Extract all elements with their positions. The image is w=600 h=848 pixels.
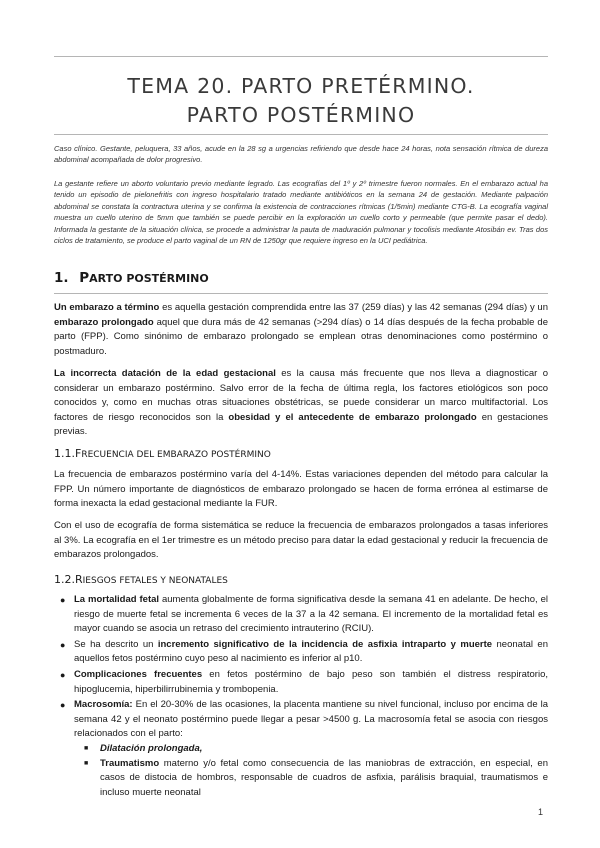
- dating-bold-2: obesidad y el antecedente de embarazo prolongado: [228, 411, 477, 423]
- bullet-icon: ●: [60, 595, 66, 605]
- section-heading-initial: P: [79, 270, 90, 286]
- top-rule: [54, 56, 548, 57]
- dating-text-1: es la causa más frecuente que nos lleva a diagnosticar o considerar un embarazo postérmino. Salvo error de la fecha de última regla, los factores etiológicos son poco conocidos y, como en muchas otras situaciones obstétricas, se puede considerar un marco multifactorial. Los factores de riesgo reconocidos son la: [54, 368, 548, 423]
- risks-list: [54, 593, 548, 801]
- section-number: 1.: [54, 270, 69, 286]
- list-item: ● Complicaciones frecuentes en fetos postérmino de bajo peso son también el distress respiratorio, hipoglucemia, hiperbilirrubinemia y trombopenia.: [60, 668, 548, 695]
- bullet-icon: ●: [60, 669, 66, 680]
- title-line-2: PARTO POSTÉRMINO: [186, 103, 416, 127]
- paragraph-dating: [54, 367, 548, 440]
- term-bold-2: embarazo prolongado: [54, 316, 154, 328]
- case-paragraph-1: Caso clínico. Gestante, peluquera, 33 años, acude en la 28 sg a urgencias refiriendo que desde hace 24 horas, nota sensación rítmica de dureza abdominal acompañada de dolor progresivo.: [54, 144, 548, 165]
- dating-bold-1: La incorrecta datación de la edad gestacional: [54, 368, 276, 379]
- bullet-icon: ●: [60, 639, 66, 650]
- square-bullet-icon: ■: [84, 744, 89, 752]
- sublist-item: ■ Dilatación prolongada,: [74, 742, 548, 757]
- section-heading-rest: ARTO POSTÉRMINO: [89, 272, 209, 285]
- paragraph-ultrasound: Con el uso de ecografía de forma sistemática se reduce la frecuencia de embarazos prolongados a tasas inferiores al 3%. La ecografía en el 1er trimestre es un método preciso para datar la edad gestacional y reducir la frecuencia de embarazos prolongados.: [54, 520, 548, 561]
- list-item: ● Macrosomía: En el 20-30% de las ocasiones, la placenta mantiene su nivel funcional, incluso por encima de la semana 42 y el neonato postérmino puede llegar a pesar >4500 g. La macrosomía fetal se asocia con riesgos relacionados con el parto: ■ Dilatación prolongada, ■ Traumatismo materno y/o fetal como consecuencia de las maniobras de extracción, en especial, en casos de distocia de hombros, responsable de cuadros de asfixia, parálisis braquial, traumatismos e incluso muerte neonatal: [54, 698, 548, 800]
- section-rule: [54, 293, 548, 294]
- bullet-icon: ●: [60, 700, 66, 711]
- term-text-1: es aquella gestación comprendida entre las 37 (259 días) y las 42 semanas (294 días) y un: [159, 302, 548, 313]
- square-bullet-icon: ■: [84, 759, 89, 767]
- title-rule: [54, 134, 548, 135]
- section-heading-1: [54, 270, 209, 286]
- term-bold-1: Un embarazo a término: [54, 302, 160, 313]
- macrosomia-sublist: [74, 742, 548, 800]
- case-paragraph-2: La gestante refiere un aborto voluntario previo mediante legrado. Las ecografías del 1º y 2º trimestre fueron normales. En el embarazo actual ha tenido un episodio de pielonefritis con ingreso hospitalario tratado mediante antibióticos en la semana 24 de gestación. Mediante palpación abdominal se constata la contractura uterina y se confirma la existencia de contracciones rítmicas (1/5min) mediante CTG-B. La ecografía vaginal muestra un cuello uterino de 5mm que también se puede percibir en la exploración un cuello corto y permeable (que permite pasar el dedo). Informada la gestante de la situación clínica, se procede a administrar la pauta de maduración pulmonar y tocolisis mediante Atosibán ev. Tras dos ciclos de tratamiento, se produce el parto vaginal de un RN de 1250gr que requiere ingreso en la UCI pediátrica.: [54, 179, 548, 246]
- subsection-heading-1-2: 1.2.RIESGOS FETALES Y NEONATALES: [54, 573, 228, 586]
- paragraph-term-definition: [54, 301, 548, 359]
- list-item: ● Se ha descrito un incremento significativo de la incidencia de asfixia intraparto y muerte neonatal en aquellos fetos postérmino cuyo peso al nacimiento es inferior al p10.: [60, 638, 548, 665]
- paragraph-frequency: La frecuencia de embarazos postérmino varía del 4-14%. Estas variaciones dependen del método para calcular la FPP. Un número importante de diagnósticos de embarazo prolongado se hacen de forma errónea al estimarse de forma inexacta la edad gestacional mediante la FUR.: [54, 469, 548, 510]
- list-item: ● La mortalidad fetal aumenta globalmente de forma significativa desde la semana 41 en adelante. De hecho, el riesgo de muerte fetal se incrementa 6 veces de la 37 a la 42 semana. El incremento de la mortalidad fetal es mayor cuando se asocia un retraso del crecimiento intrauterino (RCIU).: [60, 594, 548, 635]
- sublist-item: ■ Traumatismo materno y/o fetal como consecuencia de las maniobras de extracción, en especial, en casos de distocia de hombros, responsable de cuadros de asfixia, parálisis braquial, traumatismos e incluso muerte neonatal: [84, 757, 548, 798]
- term-text-2: aquel que dura más de 42 semanas (>294 días) o 14 días después de la fecha probable de parto (FPP). Como sinónimo de embarazo prolongado se emplean otras denominaciones como postérmino o postmaduro.: [54, 316, 548, 357]
- title-line-1: TEMA 20. PARTO PRETÉRMINO.: [127, 74, 475, 98]
- dating-text-2: en gestaciones previas.: [54, 411, 548, 438]
- page-number: 1: [538, 807, 544, 817]
- page-title: [54, 72, 548, 130]
- subsection-heading-1-1: 1.1.FRECUENCIA DEL EMBARAZO POSTÉRMINO: [54, 447, 271, 460]
